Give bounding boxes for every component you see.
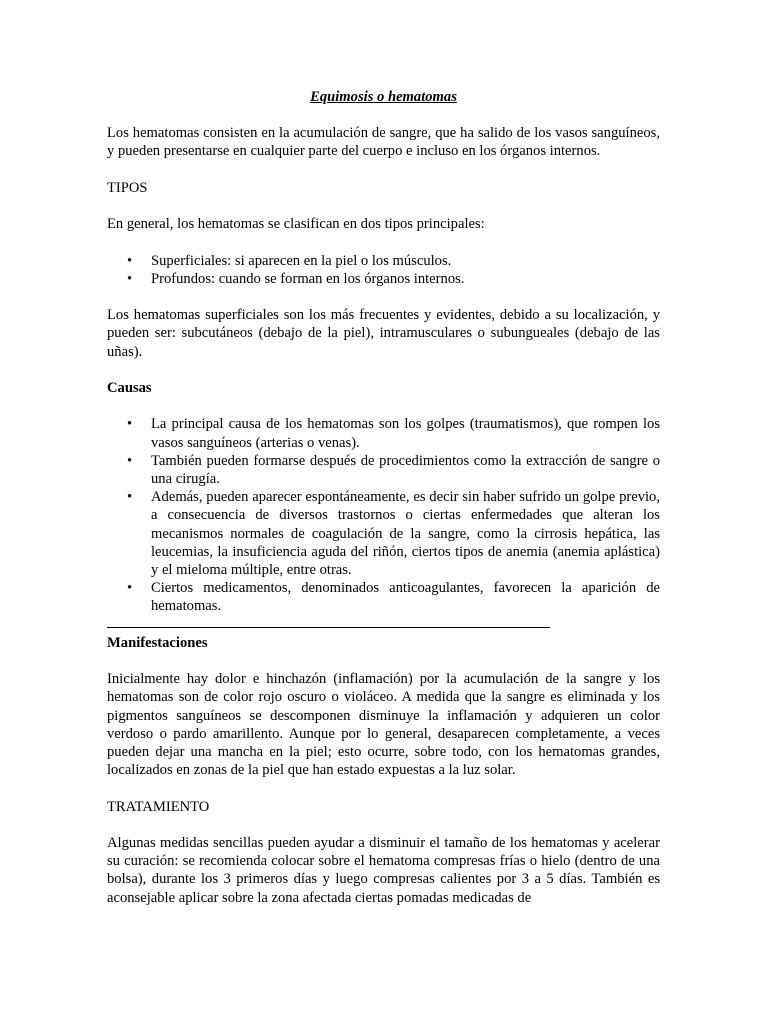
- list-item: [107, 252, 660, 270]
- tratamiento-heading: TRATAMIENTO: [107, 798, 210, 815]
- tratamiento-paragraph: Algunas medidas sencillas pueden ayudar a disminuir el tamaño de los hematomas y acelerar su curación: se recomienda colocar sobre el hematoma compresas frías o hielo (dentro de una bolsa), durante los 3 primeros días y luego compresas calientes por 3 a 5 días. También es aconsejable aplicar sobre la zona afectada ciertas pomadas medicadas de: [107, 834, 660, 906]
- tipos-list: [107, 252, 660, 288]
- tipos-heading: TIPOS: [107, 179, 148, 196]
- list-item-text: La principal causa de los hematomas son los golpes (traumatismos), que rompen los vasos sanguíneos (arterias o venas).: [151, 416, 660, 451]
- bullet-icon: •: [127, 489, 133, 506]
- manifestaciones-heading: Manifestaciones: [107, 634, 208, 651]
- document-page: [107, 88, 660, 907]
- manifestaciones-paragraph: Inicialmente hay dolor e hinchazón (inflamación) por la acumulación de la sangre y los hematomas son de color rojo oscuro o violáceo. A medida que la sangre es eliminada y los pigmentos sanguíneos se descomponen disminuye la inflamación y adquieren un color verdoso o pardo amarillento. Aunque por lo general, desaparecen completamente, a veces pueden dejar una mancha en la piel; esto ocurre, sobre todo, con los hematomas grandes, localizados en zonas de la piel que han estado expuestas a la luz solar.: [107, 671, 660, 779]
- list-item: [107, 452, 660, 488]
- list-item-text: Además, pueden aparecer espontáneamente, es decir sin haber sufrido un golpe previo, a consecuencia de diversos trastornos o ciertas enfermedades que alteran los mecanismos normales de coagulación de la sangre, como la cirrosis hepática, las leucemias, la insuficiencia aguda del riñón, ciertos tipos de anemia (anemia aplástica) y el mieloma múltiple, entre otras.: [151, 489, 660, 578]
- bullet-icon: •: [127, 270, 133, 287]
- list-item-text: Superficiales: si aparecen en la piel o los músculos.: [151, 252, 452, 269]
- list-item: [107, 579, 660, 615]
- list-item: [107, 270, 660, 288]
- list-item-text: Ciertos medicamentos, denominados anticoagulantes, favorecen la aparición de hematomas.: [151, 580, 660, 615]
- tipos-lead-paragraph: En general, los hematomas se clasifican en dos tipos principales:: [107, 216, 485, 233]
- list-item-text: Profundos: cuando se forman en los órganos internos.: [151, 270, 465, 287]
- list-item-text: También pueden formarse después de procedimientos como la extracción de sangre o una cirugía.: [151, 452, 660, 487]
- bullet-icon: •: [127, 416, 133, 433]
- causas-list: [107, 415, 660, 615]
- intro-paragraph: Los hematomas consisten en la acumulación de sangre, que ha salido de los vasos sanguíneos, y pueden presentarse en cualquier parte del cuerpo e incluso en los órganos internos.: [107, 125, 660, 160]
- list-item: [107, 415, 660, 451]
- bullet-icon: •: [127, 452, 133, 469]
- page-title: Equimosis o hematomas: [310, 89, 457, 105]
- list-item: [107, 488, 660, 579]
- causas-heading: Causas: [107, 379, 152, 396]
- horizontal-rule: [107, 627, 550, 628]
- bullet-icon: •: [127, 252, 133, 269]
- bullet-icon: •: [127, 580, 133, 597]
- tipos-detail-paragraph: Los hematomas superficiales son los más frecuentes y evidentes, debido a su localización, y pueden ser: subcutáneos (debajo de la piel), intramusculares o subungueales (debajo de las uñas).: [107, 307, 660, 360]
